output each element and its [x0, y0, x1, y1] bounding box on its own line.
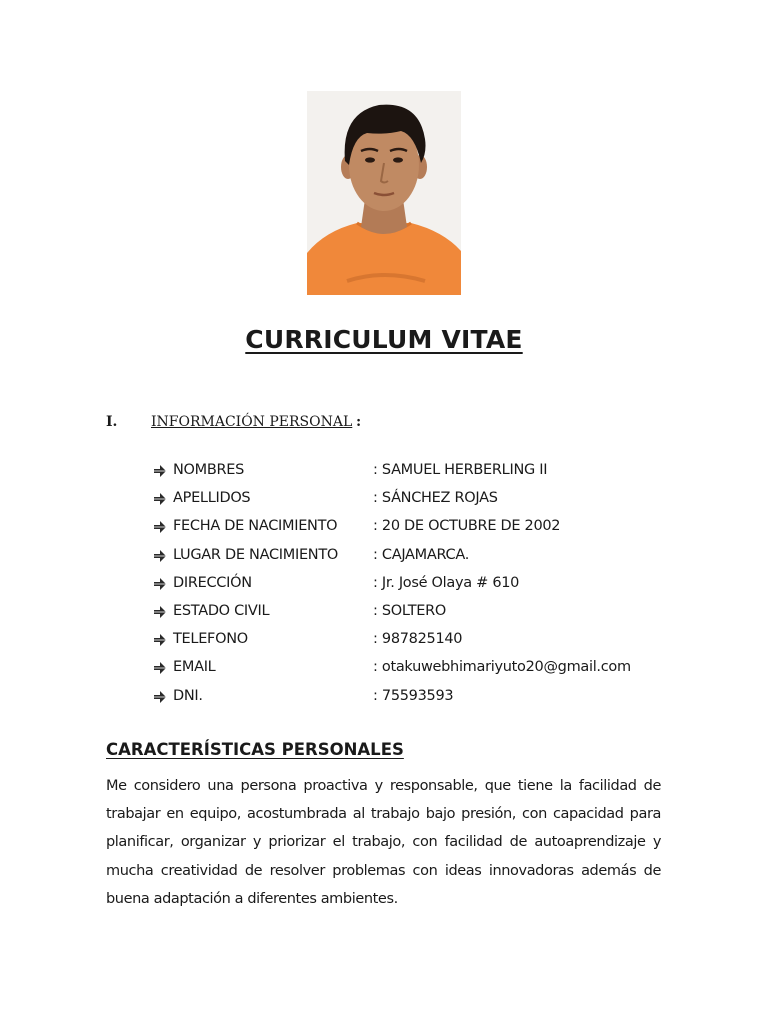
arrow-bullet-icon: [153, 661, 167, 675]
info-label: ESTADO CIVIL: [173, 602, 270, 619]
arrow-bullet-icon: [153, 577, 167, 591]
info-row-apellidos: [153, 484, 713, 512]
info-value: : SÁNCHEZ ROJAS: [373, 490, 498, 507]
info-row-nombres: [153, 456, 713, 484]
info-value: : Jr. José Olaya # 610: [373, 574, 520, 591]
profile-photo: [307, 91, 461, 295]
info-value: : otakuwebhimariyuto20@gmail.com: [373, 659, 631, 676]
arrow-bullet-icon: [153, 605, 167, 619]
info-value: : 20 DE OCTUBRE DE 2002: [373, 518, 561, 535]
section-title: INFORMACIÓN PERSONAL: [151, 414, 353, 430]
info-label: NOMBRES: [173, 462, 245, 478]
info-label: DIRECCIÓN: [173, 574, 252, 591]
info-label: FECHA DE NACIMIENTO: [173, 518, 338, 535]
info-label: DNI.: [173, 687, 203, 704]
section-colon: :: [356, 414, 362, 430]
info-label: LUGAR DE NACIMIENTO: [173, 546, 339, 563]
personal-info-list: [153, 456, 713, 710]
info-label: EMAIL: [173, 659, 216, 676]
characteristics-paragraph: Me considero una persona proactiva y responsable, que tiene la facilidad de trabajar en equipo, acostumbrada al trabajo bajo presión, con capacidad para planificar, organizar y priorizar el trabajo, con facilidad de autoaprendizaje y mucha creatividad de resolver problemas con ideas innovadoras además de buena adaptación a diferentes ambientes.: [106, 778, 661, 907]
page-title: CURRICULUM VITAE: [245, 325, 523, 354]
info-label: APELLIDOS: [173, 490, 251, 507]
info-value: : SOLTERO: [373, 602, 447, 619]
info-row-fecha-nacimiento: [153, 512, 713, 540]
arrow-bullet-icon: [153, 633, 167, 647]
info-row-telefono: [153, 625, 713, 653]
info-row-lugar-nacimiento: [153, 541, 713, 569]
info-value: : SAMUEL HERBERLING II: [373, 462, 548, 478]
arrow-bullet-icon: [153, 690, 167, 704]
info-value: : CAJAMARCA.: [373, 546, 470, 563]
info-row-email: [153, 653, 713, 681]
arrow-bullet-icon: [153, 492, 167, 506]
info-row-estado-civil: [153, 597, 713, 625]
arrow-bullet-icon: [153, 520, 167, 534]
arrow-bullet-icon: [153, 549, 167, 563]
section-number: I.: [106, 414, 118, 430]
info-value: : 987825140: [373, 631, 463, 648]
section-heading-characteristics: CARACTERÍSTICAS PERSONALES: [106, 740, 404, 759]
info-label: TELEFONO: [173, 631, 248, 648]
profile-photo-portrait: [307, 91, 461, 295]
arrow-bullet-icon: [153, 464, 167, 478]
info-row-direccion: [153, 569, 713, 597]
info-row-dni: [153, 682, 713, 710]
info-value: : 75593593: [373, 687, 454, 704]
